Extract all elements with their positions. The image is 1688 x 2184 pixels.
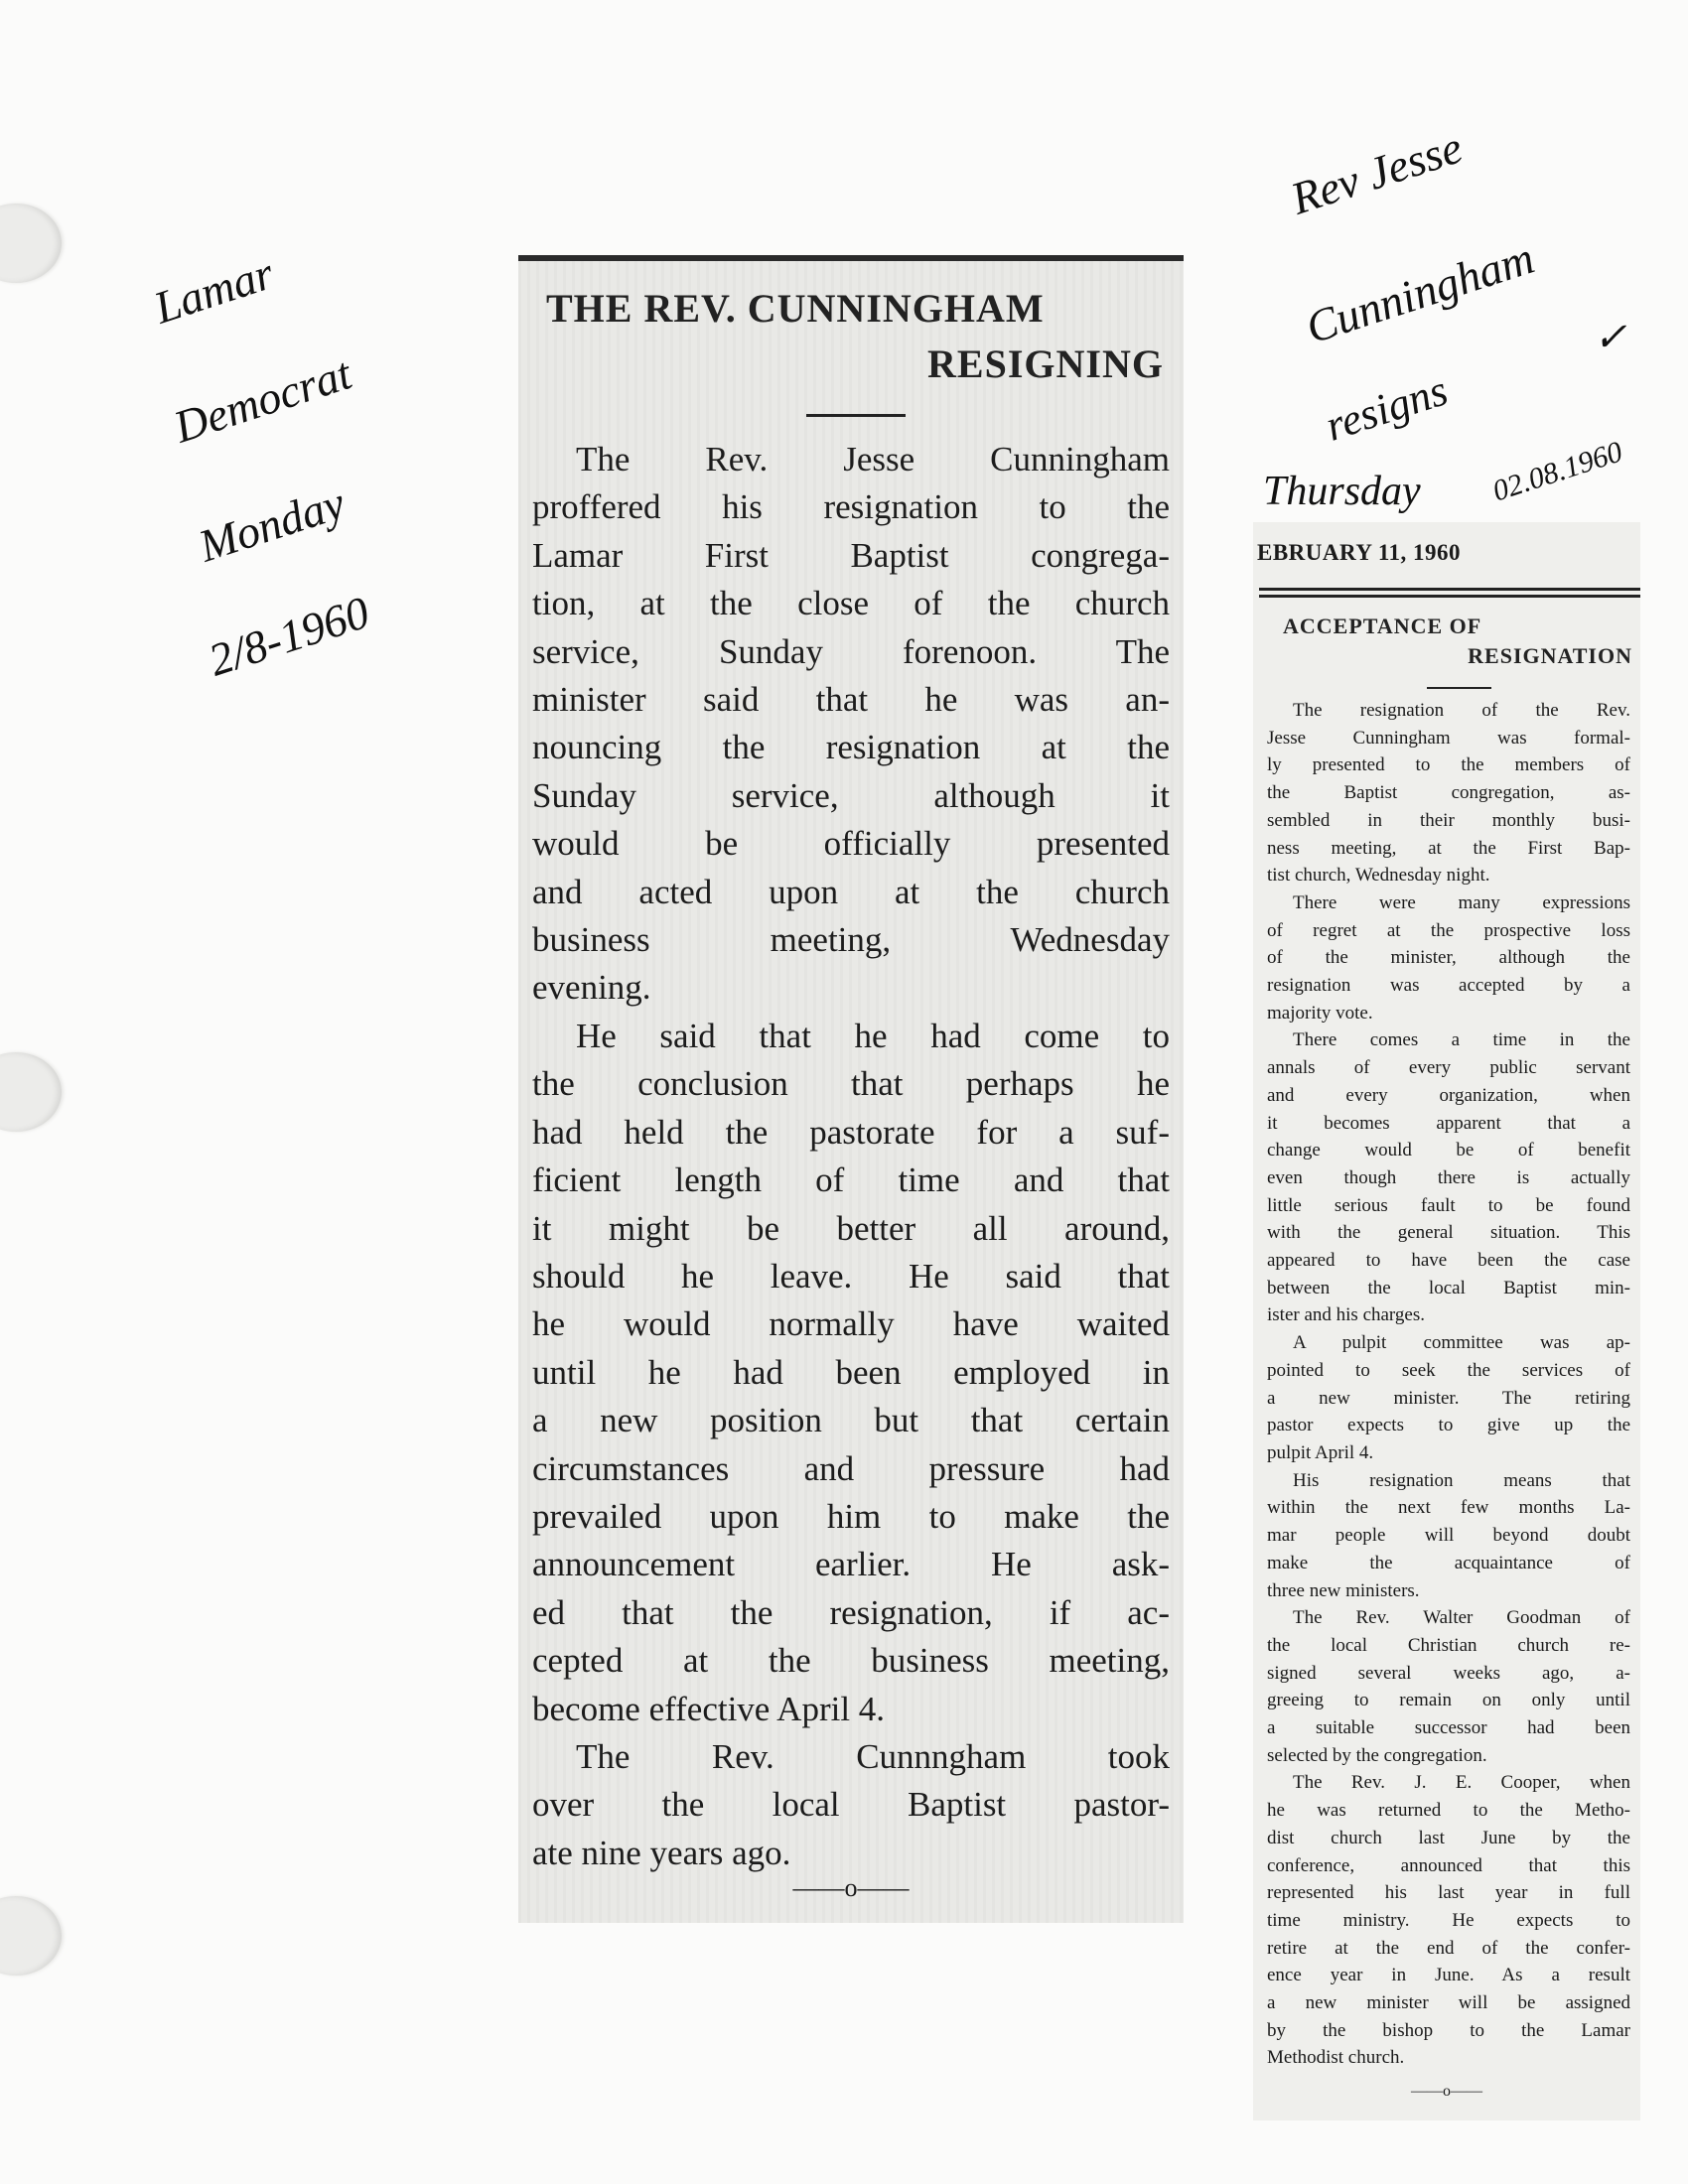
text-line: There comes a time in the <box>1293 1029 1630 1051</box>
end-mark: ——o—— <box>1411 2083 1482 2100</box>
text-line: retire at the end of the confer- <box>1267 1937 1630 1959</box>
text-line: within the next few months La- <box>1267 1497 1630 1519</box>
text-line: tist church, Wednesday night. <box>1267 865 1490 887</box>
text-line: ed that the resignation, if ac- <box>532 1592 1170 1632</box>
text-line: a new position but that certain <box>532 1401 1170 1440</box>
handwritten-line: Democrat <box>168 347 357 453</box>
text-line: His resignation means that <box>1293 1469 1630 1491</box>
text-line: evening. <box>532 968 651 1008</box>
text-line: a new minister will be assigned <box>1267 1992 1630 2014</box>
text-line: would be officially presented <box>532 824 1170 864</box>
text-line: change would be of benefit <box>1267 1140 1630 1161</box>
text-line: resignation was accepted by a <box>1267 975 1630 997</box>
text-line: Methodist church. <box>1267 2047 1405 2069</box>
text-line: pointed to seek the services of <box>1267 1359 1630 1381</box>
headline-divider <box>806 414 906 417</box>
article-main-clipping <box>518 255 1184 1923</box>
handwritten-line: 2/8-1960 <box>203 586 375 686</box>
text-line: conference, announced that this <box>1267 1854 1630 1876</box>
text-line: signed several weeks ago, a- <box>1267 1662 1630 1684</box>
handwritten-line: Lamar <box>148 247 280 334</box>
text-line: the Baptist congregation, as- <box>1267 782 1630 804</box>
text-line: business meeting, Wednesday <box>532 920 1170 960</box>
text-line: pulpit April 4. <box>1267 1441 1374 1463</box>
text-line: make the acquaintance of <box>1267 1552 1630 1573</box>
handwritten-line: Cunningham <box>1300 231 1540 353</box>
handwritten-line: resigns <box>1320 365 1454 451</box>
text-line: appeared to have been the case <box>1267 1250 1630 1272</box>
text-line: He said that he had come to <box>576 1016 1170 1055</box>
end-mark: ——o—— <box>792 1873 910 1902</box>
text-line: nouncing the resignation at the <box>532 728 1170 767</box>
text-line: majority vote. <box>1267 1002 1373 1024</box>
punch-hole <box>0 1052 62 1132</box>
text-line: service, Sunday forenoon. The <box>532 631 1170 671</box>
text-line: had held the pastorate for a suf- <box>532 1112 1170 1152</box>
text-line: annals of every public servant <box>1267 1057 1630 1079</box>
text-line: of the minister, although the <box>1267 947 1630 969</box>
top-rule <box>518 255 1184 261</box>
text-line: ence year in June. As a result <box>1267 1965 1630 1986</box>
text-line: by the bishop to the Lamar <box>1267 2019 1630 2041</box>
text-line: Lamar First Baptist congrega- <box>532 535 1170 575</box>
text-line: ficient length of time and that <box>532 1160 1170 1200</box>
article-side-clipping <box>1253 522 1640 2120</box>
handwritten-line: Monday <box>193 477 352 572</box>
rule <box>1259 588 1640 591</box>
text-line: pastor expects to give up the <box>1267 1415 1630 1436</box>
text-line: mar people will beyond doubt <box>1267 1525 1630 1547</box>
handwritten-line: 02.08.1960 <box>1488 435 1626 508</box>
text-line: ness meeting, at the First Bap- <box>1267 837 1630 859</box>
text-line: should he leave. He said that <box>532 1256 1170 1296</box>
rule <box>1259 595 1640 598</box>
article-body <box>532 436 1170 1877</box>
text-line: until he had been employed in <box>532 1352 1170 1392</box>
headline-line1: ACCEPTANCE OF <box>1283 614 1482 638</box>
text-line: represented his last year in full <box>1267 1882 1630 1904</box>
dateline: EBRUARY 11, 1960 <box>1257 540 1462 565</box>
text-line: selected by the congregation. <box>1267 1744 1487 1766</box>
text-line: a suitable successor had been <box>1267 1717 1630 1739</box>
text-line: proffered his resignation to the <box>532 487 1170 527</box>
text-line: There were many expressions <box>1293 891 1630 913</box>
text-line: time ministry. He expects to <box>1267 1909 1630 1931</box>
text-line: The Rev. Cunnngham took <box>576 1736 1170 1776</box>
punch-hole <box>0 204 62 283</box>
text-line: even though there is actually <box>1267 1166 1630 1188</box>
headline-line1: THE REV. CUNNINGHAM <box>546 286 1045 331</box>
text-line: prevailed upon him to make the <box>532 1496 1170 1536</box>
text-line: between the local Baptist min- <box>1267 1277 1630 1298</box>
headline-divider <box>1427 687 1491 689</box>
text-line: he would normally have waited <box>532 1304 1170 1344</box>
text-line: minister said that he was an- <box>532 680 1170 720</box>
text-line: announcement earlier. He ask- <box>532 1545 1170 1584</box>
text-line: The Rev. Jesse Cunningham <box>576 440 1170 478</box>
text-line: and every organization, when <box>1267 1084 1630 1106</box>
text-line: tion, at the close of the church <box>532 584 1170 623</box>
text-line: Jesse Cunningham was formal- <box>1267 727 1630 749</box>
text-line: little serious fault to be found <box>1267 1194 1630 1216</box>
text-line: the local Christian church re- <box>1267 1634 1630 1656</box>
handwritten-line: Rev Jesse <box>1285 121 1469 224</box>
text-line: three new ministers. <box>1267 1579 1420 1601</box>
text-line: a new minister. The retiring <box>1267 1387 1630 1409</box>
text-line: sembled in their monthly busi- <box>1267 809 1630 831</box>
text-line: it becomes apparent that a <box>1267 1112 1630 1134</box>
handwritten-day: Thursday <box>1263 469 1421 514</box>
text-line: ister and his charges. <box>1267 1304 1425 1326</box>
text-line: The Rev. Walter Goodman of <box>1293 1607 1630 1629</box>
text-line: cepted at the business meeting, <box>532 1641 1170 1681</box>
checkmark-icon: ✓ <box>1594 315 1627 359</box>
text-line: of regret at the prospective loss <box>1267 919 1630 941</box>
text-line: become effective April 4. <box>532 1689 886 1728</box>
text-line: it might be better all around, <box>532 1208 1170 1248</box>
punch-hole <box>0 1896 62 1976</box>
text-line: Sunday service, although it <box>532 775 1170 815</box>
text-line: over the local Baptist pastor- <box>532 1785 1170 1825</box>
text-line: he was returned to the Metho- <box>1267 1800 1630 1822</box>
text-line: ly presented to the members of <box>1267 754 1630 776</box>
text-line: the conclusion that perhaps he <box>532 1064 1170 1104</box>
headline-line2: RESIGNATION <box>1468 643 1632 668</box>
text-line: The resignation of the Rev. <box>1293 700 1630 721</box>
article-body <box>1267 697 1630 2072</box>
text-line: circumstances and pressure had <box>532 1448 1170 1488</box>
text-line: and acted upon at the church <box>532 872 1170 911</box>
text-line: dist church last June by the <box>1267 1827 1630 1848</box>
headline-line2: RESIGNING <box>927 341 1164 386</box>
text-line: with the general situation. This <box>1267 1222 1630 1244</box>
text-line: greeing to remain on only until <box>1267 1690 1630 1711</box>
text-line: The Rev. J. E. Cooper, when <box>1293 1772 1630 1794</box>
text-line: A pulpit committee was ap- <box>1293 1332 1630 1354</box>
text-line: ate nine years ago. <box>532 1833 791 1872</box>
